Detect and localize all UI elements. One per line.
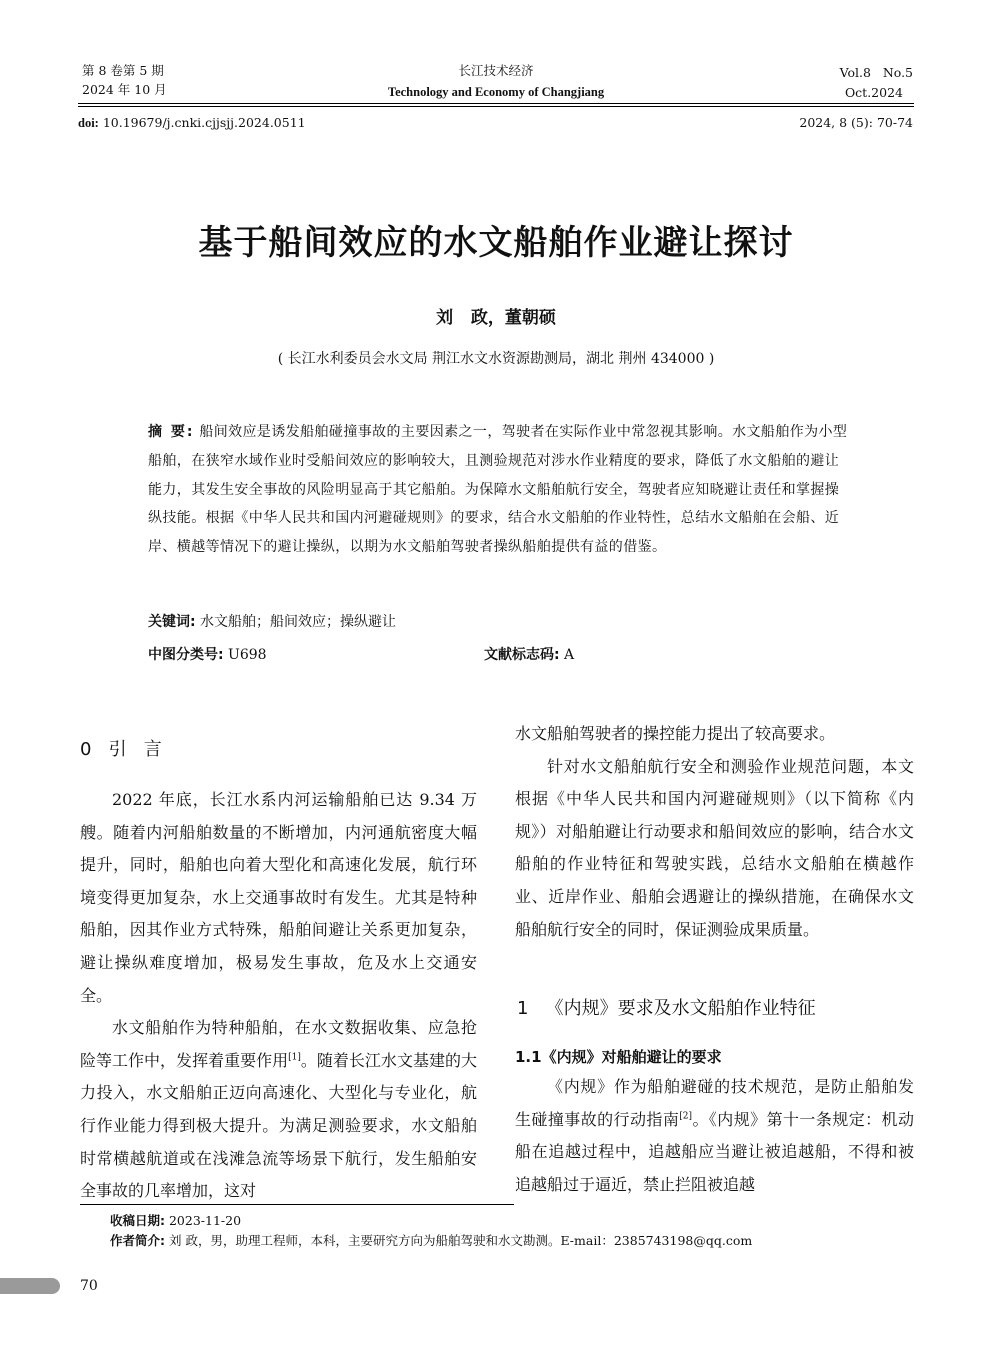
doi-value: 10.19679/j.cnki.cjjsjj.2024.0511 (98, 115, 306, 130)
section-heading-intro: 0 引 言 (80, 739, 162, 760)
abstract-label: 摘 要: (148, 424, 195, 440)
abstract-text: 船间效应是诱发船舶碰撞事故的主要因素之一，驾驶者在实际作业中常忽视其影响。水文船舶作为小型船舶，在狭窄水域作业时受船间效应的影响较大，且测验规范对涉水作业精度的要求，降低了水文船舶的避让能力，其发生安全事故的风险明显高于其它船舶。为保障水文船舶航行安全，驾驶者应知晓避让责任和掌握操纵技能。根据《中华人民共和国内河避碰规则》的要求，结合水文船舶的作业特性，总结水文船舶在会船、近岸、横越等情况下的避让操纵，以期为水文船舶驾驶者操纵船舶提供有益的借鉴。 (148, 424, 848, 556)
doi-line (78, 115, 306, 131)
intro-paragraph-2-text-b: 。随着长江水文基建的大力投入，水文船舶正迈向高速化、大型化与专业化，航行作业能力得到极大提升。为满足测验要求，水文船舶时常横越航道或在浅滩急流等场景下航行，发生船舶安全事故的几率增加，这对 (80, 1050, 477, 1201)
received-value: 2023-11-20 (165, 1213, 242, 1228)
left-column-body (80, 784, 477, 1208)
footnote-rule (80, 1204, 514, 1205)
keywords-text: 水文船舶；船间效应；操纵避让 (195, 614, 397, 630)
classification-label: 中图分类号: (148, 647, 224, 663)
volume-issue-en: Vol.8 No.5 (839, 65, 913, 80)
date-en: Oct.2024 (844, 85, 903, 100)
intro-paragraph-1: 2022 年底，长江水系内河运输船舶已达 9.34 万艘。随着内河船舶数量的不断增加，内河通航密度大幅提升，同时，船舶也向着大型化和高速化发展，航行环境变得更加复杂，水上交通事故时有发生。尤其是特种船舶，因其作业方式特殊，船舶间避让关系更加复杂，避让操纵难度增加，极易发生事故，危及水上交通安全。 (80, 790, 477, 1005)
right-column-bottom (515, 1071, 914, 1201)
intro-paragraph-2 (80, 1012, 477, 1208)
right-paragraph-2 (515, 1071, 914, 1201)
received-label: 收稿日期: (110, 1213, 165, 1228)
author-bio (110, 1230, 752, 1251)
authors: 刘 政，董朝硕 (436, 308, 556, 328)
affiliation: ( 长江水利委员会水文局 荆江水文水资源勘测局，湖北 荆州 434000 ) (277, 351, 715, 367)
document-code (484, 644, 574, 666)
page-number: 70 (80, 1278, 98, 1294)
doi-label: doi: (78, 116, 99, 130)
right-paragraph-2-text-b: 。《内规》第十一条规定：机动船在追越过程中，追越船应当避让被追越船，不得和被追越船过于逼近，禁止拦阻被追越 (515, 1109, 914, 1194)
page-tab-marker (0, 1278, 60, 1294)
date-cn: 2024 年 10 月 (82, 82, 167, 97)
volume-issue-cn: 第 8 卷第 5 期 (82, 63, 164, 78)
right-paragraph-0: 水文船舶驾驶者的操控能力提出了较高要求。 (515, 724, 836, 743)
citation: 2024, 8 (5): 70-74 (799, 115, 913, 130)
section-heading-1-1: 1.1《内规》对船舶避让的要求 (515, 1048, 722, 1066)
intro-paragraph-2-text-a: 水文船舶作为特种船舶，在水文数据收集、应急抢险等工作中，发挥着重要作用 (80, 1018, 477, 1070)
classification-value: U698 (223, 647, 267, 663)
right-paragraph-2-text-a: 《内规》作为船舶避碰的技术规范，是防止船舶发生碰撞事故的行动指南 (515, 1077, 914, 1129)
header-rule-bottom (78, 106, 914, 107)
keywords (148, 611, 396, 633)
received-date (110, 1210, 241, 1231)
abstract (148, 418, 848, 562)
document-code-label: 文献标志码: (484, 647, 560, 663)
journal-title-cn: 长江技术经济 (458, 63, 534, 78)
citation-ref-2: [2] (679, 1111, 693, 1122)
author-bio-value: 刘 政，男，助理工程师，本科，主要研究方向为船舶驾驶和水文勘测。E-mail：2385743198@qq.com (165, 1233, 753, 1248)
author-bio-label: 作者简介: (110, 1233, 165, 1248)
paper-title: 基于船间效应的水文船舶作业避让探讨 (198, 223, 794, 263)
section-heading-1: 1 《内规》要求及水文船舶作业特征 (517, 998, 816, 1019)
header-rule-top (78, 103, 914, 104)
journal-title-en: Technology and Economy of Changjiang (387, 85, 605, 99)
right-paragraph-1: 针对水文船舶航行安全和测验作业规范问题，本文根据《中华人民共和国内河避碰规则》（以下简称《内规》）对船舶避让行动要求和船间效应的影响，结合水文船舶的作业特征和驾驶实践，总结水文船舶在横越作业、近岸作业、船舶会遇避让的操纵措施，在确保水文船舶航行安全的同时，保证测验成果质量。 (515, 756, 914, 939)
classification (148, 644, 267, 666)
citation-ref-1: [1] (288, 1052, 301, 1063)
right-column-top (515, 718, 914, 946)
document-code-value: A (559, 647, 575, 663)
keywords-label: 关键词: (148, 614, 196, 630)
